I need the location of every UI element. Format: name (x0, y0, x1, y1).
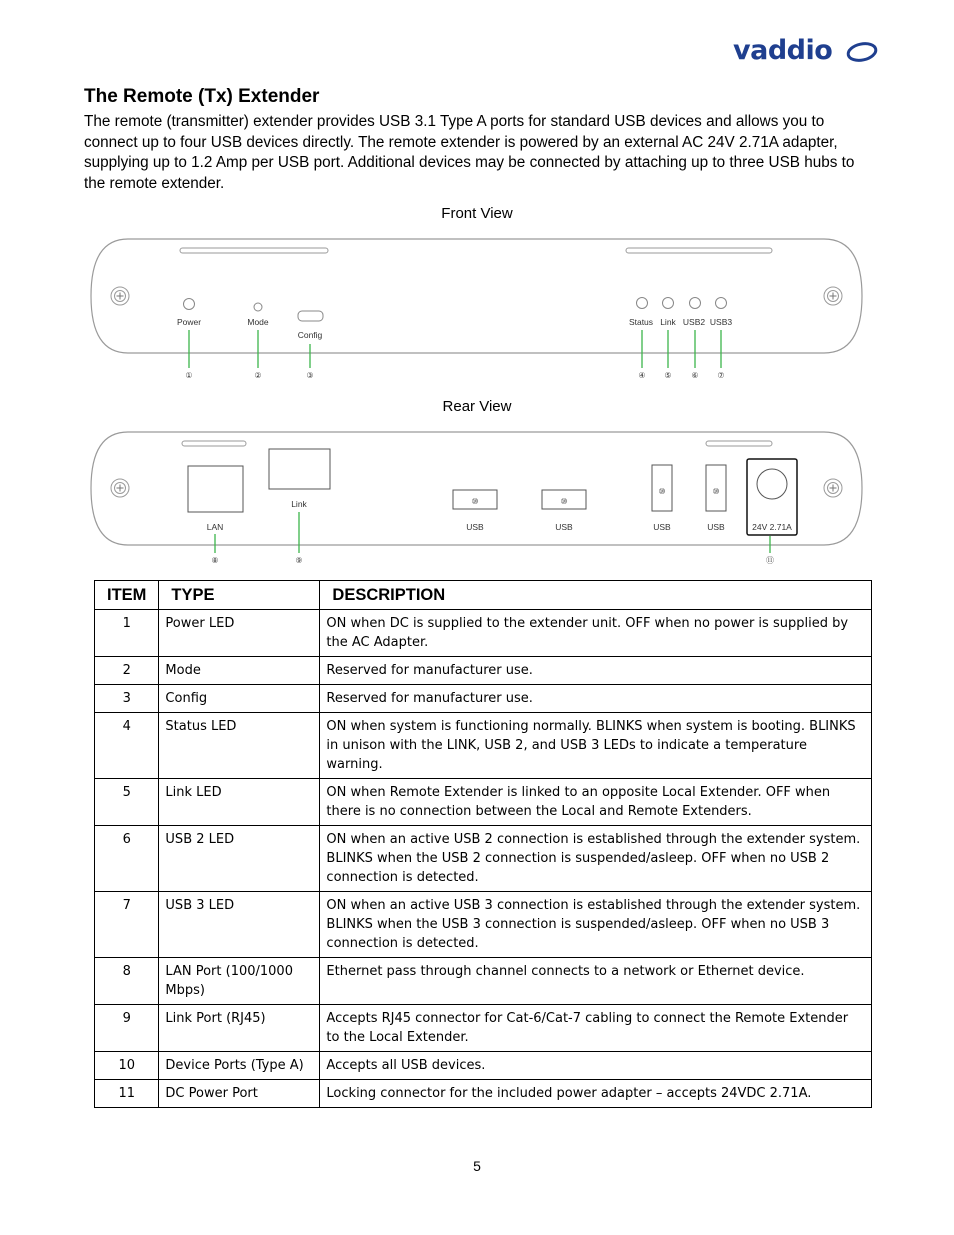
description-cell: ON when an active USB 2 connection is established through the extender system. BLINKS when the USB 2 connection is suspended/asleep. OFF when no USB 2 connection is detected. (320, 826, 872, 892)
item-cell: 5 (95, 779, 159, 826)
item-cell: 6 (95, 826, 159, 892)
type-cell: Device Ports (Type A) (159, 1052, 320, 1080)
type-cell: Power LED (159, 610, 320, 657)
front-view-label: Front View (441, 205, 513, 222)
column-header-item: ITEM (95, 581, 159, 610)
callout-number: ⑦ (717, 371, 725, 380)
callout-number: ③ (306, 371, 314, 380)
callout-number: ⑩ (471, 497, 479, 506)
front-view-diagram (88, 236, 866, 384)
link-led-icon (663, 298, 674, 309)
column-header-type: TYPE (159, 581, 320, 610)
status-led-icon (637, 298, 648, 309)
callout-label: Mode (247, 317, 269, 327)
callout-label: Link (660, 317, 676, 327)
item-cell: 9 (95, 1005, 159, 1052)
item-cell: 10 (95, 1052, 159, 1080)
power-led-icon (184, 299, 195, 310)
screw-icon (824, 287, 842, 305)
callout-label: Config (297, 330, 323, 340)
callout-number: ⑤ (664, 371, 672, 380)
table-row (95, 1005, 872, 1052)
description-cell: ON when DC is supplied to the extender unit. OFF when no power is supplied by the AC Adapter. (320, 610, 872, 657)
intro-paragraph: The remote (transmitter) extender provides USB 3.1 Type A ports for standard USB devices and allows you to connect up to four USB devices directly. The remote extender is powered by an external AC 24V 2.71A adapter, supplying up to 1.2 Amp per USB port. Additional devices may be connected by attaching up to three USB hubs to the remote extender. (84, 113, 855, 192)
description-cell: ON when an active USB 3 connection is established through the extender system. BLINKS when the USB 3 connection is suspended/asleep. OFF when no USB 3 connection is detected. (320, 892, 872, 958)
type-cell: USB 3 LED (159, 892, 320, 958)
screw-icon (111, 479, 129, 497)
callout-label: LAN (206, 522, 224, 532)
callout-label: Link (291, 499, 307, 509)
table-row (95, 685, 872, 713)
callout-number: ⑥ (691, 371, 699, 380)
vaddio-logo (733, 36, 879, 66)
callout-label: USB (653, 522, 671, 532)
rear-view-label: Rear View (442, 398, 512, 415)
callout-number: ⑨ (295, 556, 303, 565)
table-row (95, 892, 872, 958)
logo-text: vaddio (733, 36, 833, 66)
mode-button-icon (254, 303, 262, 311)
item-cell: 11 (95, 1080, 159, 1108)
table-row (95, 657, 872, 685)
description-cell: ON when Remote Extender is linked to an opposite Local Extender. OFF when there is no connection between the Local and Remote Extenders. (320, 779, 872, 826)
type-cell: Link Port (RJ45) (159, 1005, 320, 1052)
item-cell: 4 (95, 713, 159, 779)
page-number: 5 (473, 1158, 481, 1174)
item-cell: 8 (95, 958, 159, 1005)
callout-label: USB3 (709, 317, 733, 327)
type-cell: LAN Port (100/1000 Mbps) (159, 958, 320, 1005)
callout-label: USB (707, 522, 725, 532)
table-row (95, 610, 872, 657)
item-cell: 2 (95, 657, 159, 685)
description-cell: Reserved for manufacturer use. (320, 685, 872, 713)
type-cell: USB 2 LED (159, 826, 320, 892)
type-cell: Link LED (159, 779, 320, 826)
callout-label: Power (176, 317, 202, 327)
description-cell: ON when system is functioning normally. BLINKS when system is booting. BLINKS in unison with the LINK, USB 2, and USB 3 LEDs to indicate a temperature warning. (320, 713, 872, 779)
callout-number: ④ (638, 371, 646, 380)
callout-number: ⑩ (560, 497, 568, 506)
callout-label: USB (466, 522, 484, 532)
callout-label: USB2 (682, 317, 706, 327)
description-cell: Ethernet pass through channel connects to a network or Ethernet device. (320, 958, 872, 1005)
item-cell: 7 (95, 892, 159, 958)
config-port-icon (298, 311, 323, 321)
usb3-led-icon (716, 298, 727, 309)
table-row (95, 713, 872, 779)
callout-label: USB (555, 522, 573, 532)
type-cell: Status LED (159, 713, 320, 779)
usb2-led-icon (690, 298, 701, 309)
callout-number: ① (185, 371, 193, 380)
column-header-description: DESCRIPTION (320, 581, 872, 610)
callout-number: ⑧ (211, 556, 219, 565)
description-cell: Reserved for manufacturer use. (320, 657, 872, 685)
callout-number: ② (254, 371, 262, 380)
description-cell: Accepts RJ45 connector for Cat-6/Cat-7 cabling to connect the Remote Extender to the Local Extender. (320, 1005, 872, 1052)
callout-label: 24V 2.71A (752, 522, 792, 532)
description-cell: Locking connector for the included power adapter – accepts 24VDC 2.71A. (320, 1080, 872, 1108)
rear-view-diagram (88, 428, 866, 570)
link-port-icon (269, 449, 330, 489)
callout-number: ⑩ (712, 487, 720, 496)
lan-port-icon (188, 466, 243, 512)
table-row (95, 958, 872, 1005)
description-cell: Accepts all USB devices. (320, 1052, 872, 1080)
screw-icon (824, 479, 842, 497)
callout-number: ⑪ (766, 556, 774, 565)
table-row (95, 826, 872, 892)
table-row (95, 779, 872, 826)
table-row (95, 1080, 872, 1108)
section-title: The Remote (Tx) Extender (84, 86, 320, 107)
screw-icon (111, 287, 129, 305)
type-cell: Config (159, 685, 320, 713)
type-cell: DC Power Port (159, 1080, 320, 1108)
item-table (94, 580, 872, 1108)
item-cell: 3 (95, 685, 159, 713)
table-row (95, 1052, 872, 1080)
item-cell: 1 (95, 610, 159, 657)
callout-label: Status (628, 317, 654, 327)
table-header-row (95, 581, 872, 610)
callout-number: ⑩ (658, 487, 666, 496)
type-cell: Mode (159, 657, 320, 685)
